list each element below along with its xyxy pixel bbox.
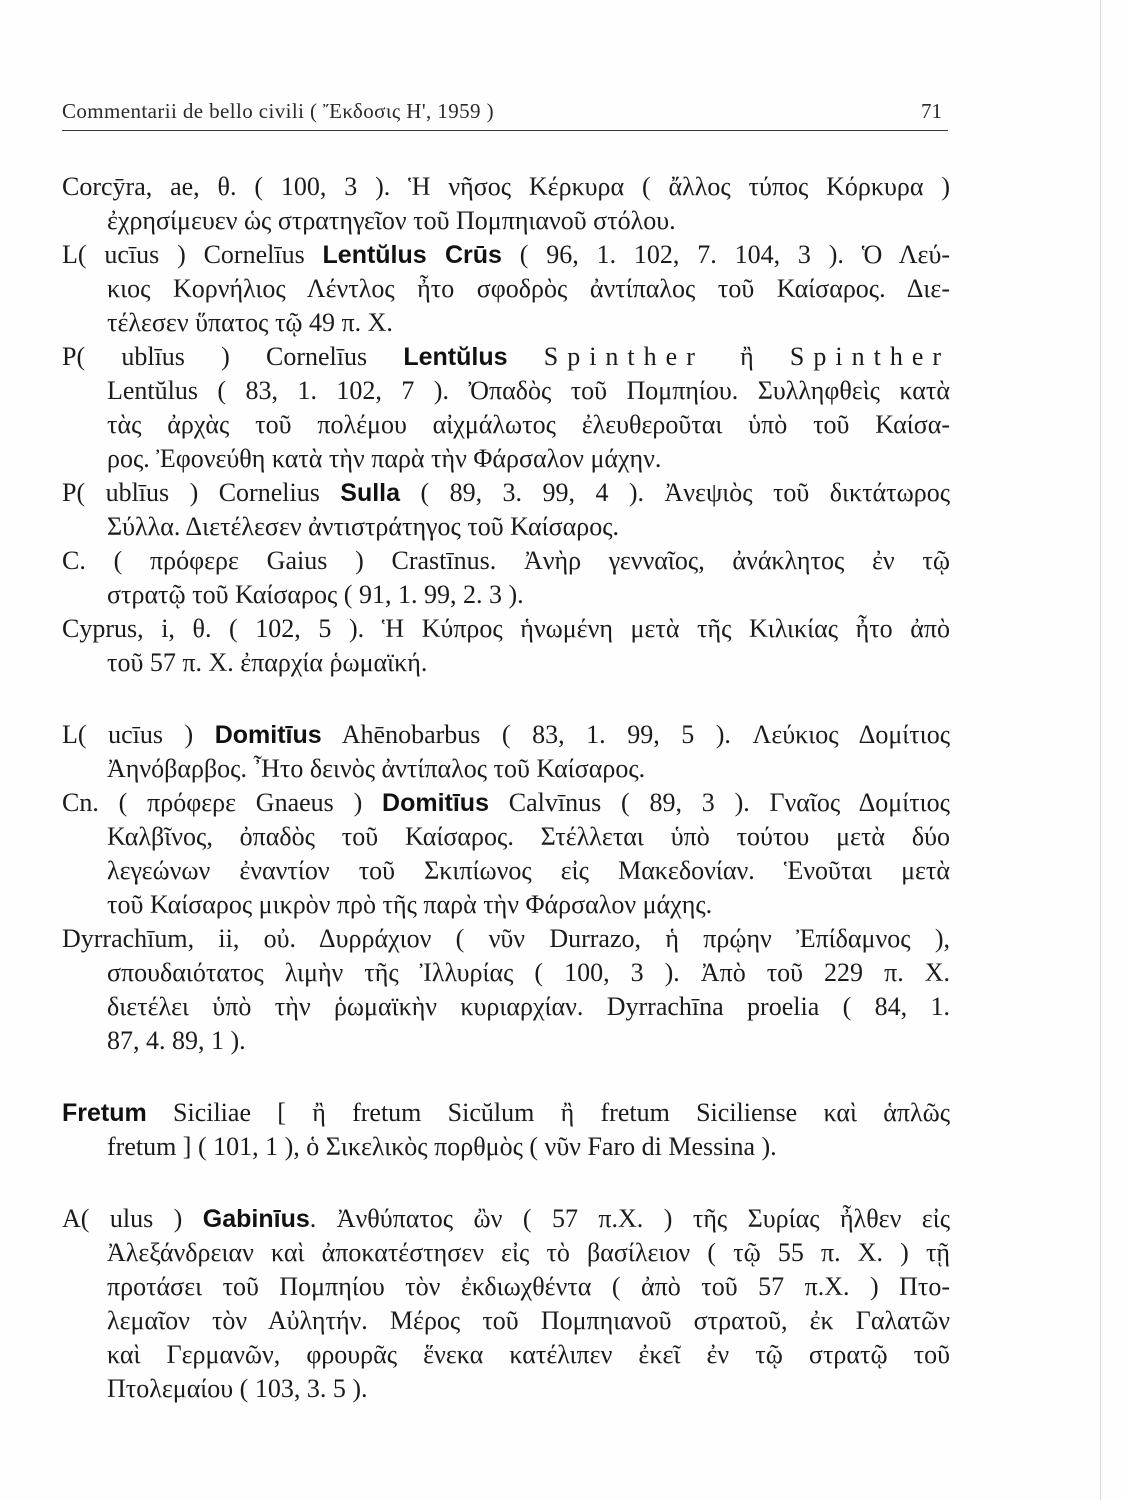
index-entry xyxy=(62,1202,950,1406)
entry-line xyxy=(62,476,950,510)
entry-text: P( ublīus ) Cornelīus xyxy=(62,342,404,371)
entry-line xyxy=(62,612,950,646)
entry-text: Ἀλεξάνδρειαν καὶ ἀποκατέστησεν εἰς τὸ βασίλειον ( τῷ 55 π. Χ. ) τῇ xyxy=(107,1238,950,1267)
page-number: 71 xyxy=(921,99,942,123)
entry-line xyxy=(107,1270,950,1304)
entry-line xyxy=(107,888,950,922)
entry-line xyxy=(107,1236,950,1270)
entry-text: Ahēnobarbus ( 83, 1. 99, 5 ). Λεύκιος Δομίτιος xyxy=(321,720,950,749)
entry-line xyxy=(107,990,950,1024)
entry-text: Corcȳra, ae, θ. ( 100, 3 ). Ἡ νῆσος Κέρκυρα ( ἄλλος τύπος Κόρκυρα ) xyxy=(62,172,950,201)
entry-spaced-text: Spinther xyxy=(543,342,704,371)
entry-text: κιος Κορνήλιος Λέντλος ἦτο σφοδρὸς ἀντίπαλος τοῦ Καίσαρος. Διε- xyxy=(107,274,950,303)
entry-headword: Fretum xyxy=(62,1099,147,1127)
entry-line xyxy=(62,1096,950,1130)
entry-headword: Domitīus xyxy=(382,789,489,817)
entry-text: ( 96, 1. 102, 7. 104, 3 ). Ὁ Λεύ- xyxy=(501,240,950,269)
entry-text: λεγεώνων ἐναντίον τοῦ Σκιπίωνος εἰς Μακεδονίαν. Ἑνοῦται μετὰ xyxy=(107,856,950,885)
entry-text: . Ἀνθύπατος ὢν ( 57 π.Χ. ) τῆς Συρίας ἦλθεν εἰς xyxy=(309,1204,950,1233)
entry-text: καὶ Γερμανῶν, φρουρᾶς ἕνεκα κατέλιπεν ἐκεῖ ἐν τῷ στρατῷ τοῦ xyxy=(107,1340,950,1369)
entry-text: Lentŭlus ( 83, 1. 102, 7 ). Ὀπαδὸς τοῦ Πομπηίου. Συλληφθεὶς κατὰ xyxy=(107,376,950,405)
running-head xyxy=(62,95,948,127)
entry-line xyxy=(107,820,950,854)
entry-line xyxy=(107,272,950,306)
index-entry xyxy=(62,544,950,612)
entry-text: P( ublīus ) Cornelius xyxy=(62,478,341,507)
entry-spaced-text: Spinther xyxy=(789,342,950,371)
entry-group xyxy=(62,1096,950,1164)
index-entry xyxy=(62,476,950,544)
entry-text: στρατῷ τοῦ Καίσαρος ( 91, 1. 99, 2. 3 ). xyxy=(107,580,524,609)
entry-line xyxy=(107,1338,950,1372)
index-entry xyxy=(62,612,950,680)
entry-line xyxy=(62,922,950,956)
entry-text xyxy=(508,342,544,371)
entry-line xyxy=(107,374,950,408)
entry-text: λεμαῖον τὸν Αὐλητήν. Μέρος τοῦ Πομπηιανοῦ στρατοῦ, ἐκ Γαλατῶν xyxy=(107,1306,950,1335)
entry-text: 87, 4. 89, 1 ). xyxy=(107,1026,246,1055)
entry-text: ( 89, 3. 99, 4 ). Ἀνεψιὸς τοῦ δικτάτωρος xyxy=(400,478,950,507)
entry-line xyxy=(107,956,950,990)
entry-text: A( ulus ) xyxy=(62,1204,203,1233)
entry-text: τοῦ 57 π. Χ. ἐπαρχία ῥωμαϊκή. xyxy=(107,648,428,677)
entry-group xyxy=(62,718,950,1058)
entry-headword: Domitīus xyxy=(214,721,322,749)
index-entry xyxy=(62,1096,950,1164)
entry-text: Σύλλα. Διετέλεσεν ἀντιστράτηγος τοῦ Καίσαρος. xyxy=(107,512,619,541)
entry-text: τὰς ἀρχὰς τοῦ πολέμου αἰχμάλωτος ἐλευθεροῦται ὑπὸ τοῦ Καίσα- xyxy=(107,410,950,439)
entry-line xyxy=(107,752,950,786)
entry-text: ἐχρησίμευεν ὡς στρατηγεῖον τοῦ Πομπηιανοῦ στόλου. xyxy=(107,206,676,235)
entry-text: προτάσει τοῦ Πομπηίου τὸν ἐκδιωχθέντα ( ἀπὸ τοῦ 57 π.Χ. ) Πτο- xyxy=(107,1272,950,1301)
entry-group xyxy=(62,1202,950,1406)
entry-line xyxy=(107,1372,950,1406)
entry-group xyxy=(62,170,950,680)
entry-text: διετέλει ὑπὸ τὴν ῥωμαϊκὴν κυριαρχίαν. Dyrrachīna proelia ( 84, 1. xyxy=(107,992,950,1021)
entry-line xyxy=(62,340,950,374)
entry-text: Καλβῖνος, ὀπαδὸς τοῦ Καίσαρος. Στέλλεται ὑπὸ τούτου μετὰ δύο xyxy=(107,822,950,851)
scan-edge-shadow xyxy=(1100,0,1101,1500)
entry-text: L( ucīus ) Cornelīus xyxy=(62,240,323,269)
entry-line xyxy=(107,408,950,442)
entry-text: fretum ] ( 101, 1 ), ὁ Σικελικὸς πορθμὸς ( νῦν Faro di Messina ). xyxy=(107,1132,777,1161)
entry-text: ἢ xyxy=(703,342,790,371)
entry-line xyxy=(62,238,950,272)
entry-line xyxy=(107,306,950,340)
entry-text: τέλεσεν ὕπατος τῷ 49 π. Χ. xyxy=(107,308,393,337)
entry-text: Dyrrachīum, ii, οὐ. Δυρράχιον ( νῦν Durrazo, ἡ πρῴην Ἐπίδαμνος ), xyxy=(62,924,950,953)
entry-headword: Lentŭlus xyxy=(403,343,508,371)
entry-line xyxy=(107,1024,950,1058)
index-entry xyxy=(62,718,950,786)
entry-line xyxy=(107,646,950,680)
entry-line xyxy=(107,1304,950,1338)
entry-line xyxy=(107,1130,950,1164)
entry-headword: Gabinīus xyxy=(202,1205,310,1233)
entry-text: Πτολεμαίου ( 103, 3. 5 ). xyxy=(107,1374,368,1403)
entry-text: τοῦ Καίσαρος μικρὸν πρὸ τῆς παρὰ τὴν Φάρσαλον μάχης. xyxy=(107,890,713,919)
entry-text: L( ucīus ) xyxy=(62,720,215,749)
entry-line xyxy=(62,786,950,820)
index-entry xyxy=(62,786,950,922)
entry-text: Ἀηνόβαρβος. Ἦτο δεινὸς ἀντίπαλος τοῦ Καίσαρος. xyxy=(107,754,646,783)
entries-body xyxy=(62,170,950,1406)
entry-text: Cn. ( πρόφερε Gnaeus ) xyxy=(62,788,383,817)
entry-line xyxy=(107,578,950,612)
running-head-title: Commentarii de bello civili ( Ἔκδοσις Η', 1959 ) xyxy=(62,99,494,123)
entry-text: σπουδαιότατος λιμὴν τῆς Ἰλλυρίας ( 100, 3 ). Ἀπὸ τοῦ 229 π. Χ. xyxy=(107,958,950,987)
entry-headword: Lentŭlus Crūs xyxy=(322,241,502,269)
entry-text: C. ( πρόφερε Gaius ) Crastīnus. Ἀνὴρ γενναῖος, ἀνάκλητος ἐν τῷ xyxy=(62,546,950,575)
entry-line xyxy=(62,170,950,204)
index-entry xyxy=(62,238,950,340)
entry-text: Siciliae [ ἢ fretum Sicŭlum ἢ fretum Siciliense καὶ ἁπλῶς xyxy=(146,1098,950,1127)
entry-headword: Sulla xyxy=(340,479,401,507)
entry-line xyxy=(107,854,950,888)
entry-line xyxy=(107,442,950,476)
entry-line xyxy=(62,718,950,752)
index-entry xyxy=(62,922,950,1058)
entry-text: ρος. Ἐφονεύθη κατὰ τὴν παρὰ τὴν Φάρσαλον μάχην. xyxy=(107,444,662,473)
index-entry xyxy=(62,170,950,238)
entry-line xyxy=(62,544,950,578)
entry-text: Calvīnus ( 89, 3 ). Γναῖος Δομίτιος xyxy=(488,788,950,817)
header-rule xyxy=(62,130,948,131)
index-entry xyxy=(62,340,950,476)
entry-text: Cyprus, i, θ. ( 102, 5 ). Ἡ Κύπρος ἡνωμένη μετὰ τῆς Κιλικίας ἦτο ἀπὸ xyxy=(62,614,950,643)
entry-line xyxy=(107,510,950,544)
entry-line xyxy=(62,1202,950,1236)
entry-line xyxy=(107,204,950,238)
